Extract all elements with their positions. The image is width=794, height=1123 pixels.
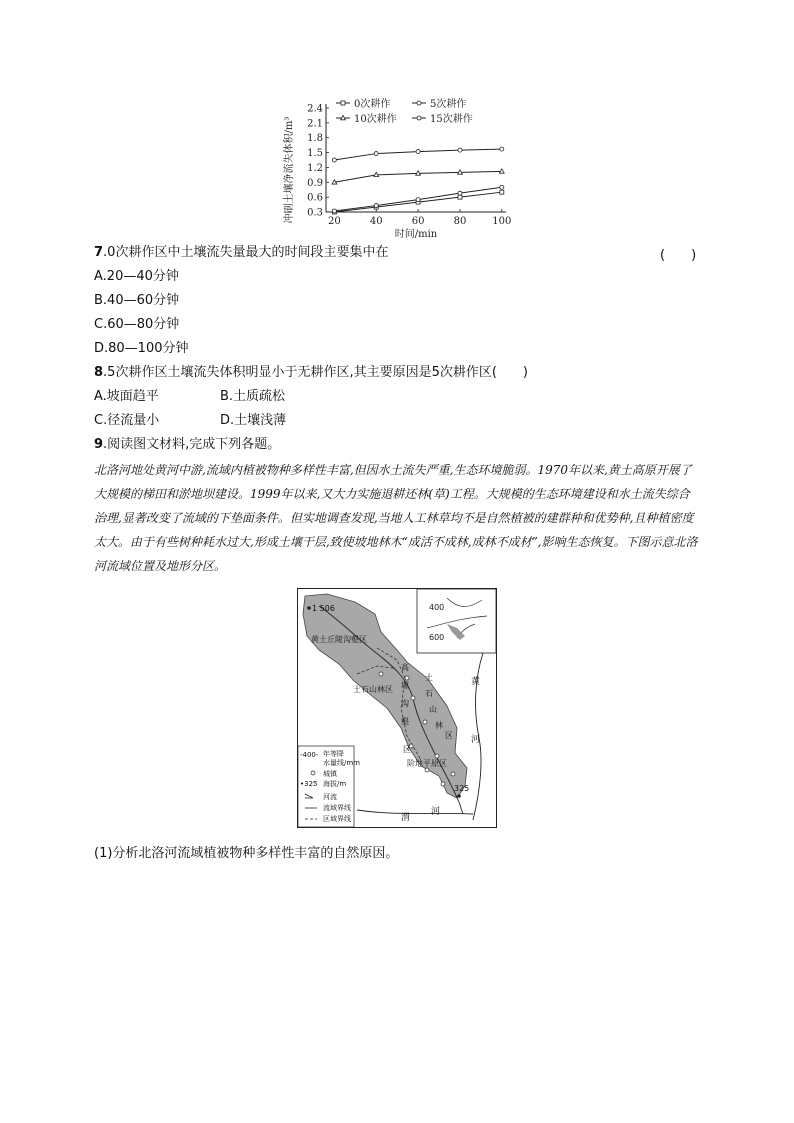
region-plateau-char1: 高 (401, 663, 409, 672)
question-7-option-c[interactable]: C.60—80分钟 (94, 317, 180, 332)
y-tick-label: 2.1 (307, 118, 323, 130)
data-point-circle (417, 116, 421, 120)
data-point-circle (416, 198, 420, 202)
question-8-option-b[interactable]: B.土质疏松 (220, 389, 286, 404)
legend-basin-label: 流域界线 (323, 804, 351, 812)
x-tick-label: 60 (411, 216, 425, 227)
region-rocky2-char5: 区 (445, 731, 453, 740)
region-plateau-char3: 沟 (401, 699, 409, 708)
x-tick-label: 80 (453, 216, 467, 227)
legend-zone-label: 区域界线 (323, 815, 351, 823)
map-svg (297, 588, 497, 828)
region-rocky2-char3: 山 (429, 705, 437, 714)
data-point-circle (332, 209, 336, 213)
data-point-circle (416, 150, 420, 154)
data-point-circle (332, 158, 336, 162)
question-9-subquestion-1: (1)分析北洛河流域植被物种多样性丰富的自然原因。 (94, 846, 399, 861)
y-tick-label: 1.2 (307, 162, 323, 174)
region-rocky2-char4: 林 (435, 721, 443, 730)
data-point-circle (500, 147, 504, 151)
question-8-number: 8 (94, 365, 104, 380)
question-8 (94, 364, 528, 382)
legend-elevation-label: 海拔/m (323, 780, 347, 788)
question-7-option-b[interactable]: B.40—60分钟 (94, 293, 180, 308)
y-axis-label: 冲刷土壤净流失体积/m³ (284, 116, 295, 224)
legend-isohyet-label1: 年等降 (323, 750, 344, 758)
region-terrace-plain: 阶地平原区 (407, 759, 447, 768)
region-plateau-char4: 壑 (401, 717, 409, 726)
question-9-number: 9 (94, 437, 104, 452)
region-loess-hills: 黄土丘陵沟壑区 (311, 635, 367, 644)
data-point-square (458, 195, 462, 199)
legend-label: 5次耕作 (430, 99, 467, 110)
y-tick-label: 0.3 (307, 207, 323, 219)
legend-label: 10次耕作 (354, 114, 397, 125)
elevation-top-label: 1 506 (312, 604, 335, 613)
legend-river-label: 河流 (323, 793, 337, 801)
question-7-option-d[interactable]: D.80—100分钟 (94, 341, 189, 356)
question-7-text: .0次耕作区中土壤流失量最大的时间段主要集中在 (103, 245, 389, 260)
question-8-option-a[interactable]: A.坡面趋平 (94, 389, 159, 404)
data-point-circle (374, 152, 378, 156)
region-plateau-char5: 区 (403, 745, 411, 754)
legend-town-icon (311, 771, 315, 775)
region-rocky2-char2: 石 (425, 689, 433, 698)
x-tick-label: 20 (328, 216, 341, 227)
data-point-square (341, 101, 345, 105)
elevation-bottom-label: 325 (454, 784, 470, 793)
soil-loss-chart (280, 92, 520, 242)
data-point-circle (458, 148, 462, 152)
legend-label: 0次耕作 (354, 99, 391, 110)
question-7 (94, 244, 388, 262)
question-8-option-d[interactable]: D.土壤浅薄 (220, 413, 287, 428)
y-tick-label: 0.6 (307, 192, 323, 204)
material-paragraph: 北洛河地处黄河中游,流域内植被物种多样性丰富,但因水土流失严重,生态环境脆弱。1970年以来,黄土高原开展了大规模的梯田和淤地坝建设。1999年以来,又大力实施退耕还林(草)工程。大规模的生态环境建设和水土流失综合治理,显著改变了流域的下垫面条件。但实地调查发现,当地人工林草均不是自然植被的建群种和优势种,且种植密度太大。由于有些树种耗水过大,形成土壤干层,致使坡地林木“成活不成林,成林不成材”,影响生态恢复。下图示意北洛河流域位置及地形分区。 (94, 463, 698, 573)
question-9-text: .阅读图文材料,完成下列各题。 (103, 437, 281, 452)
y-tick-label: 1.5 (307, 148, 323, 160)
map-legend (298, 746, 360, 827)
region-rocky-forest: 土石山林区 (353, 685, 393, 694)
region-plateau-char2: 塬 (401, 681, 409, 690)
legend-isohyet-value: -400- (300, 751, 319, 759)
region-rocky2-char1: 土 (425, 673, 433, 682)
inset-label-600: 600 (429, 633, 445, 642)
elevation-point-top (307, 606, 311, 610)
data-point-circle (458, 191, 462, 195)
legend-elevation-value: •325 (300, 780, 318, 788)
x-tick-label: 100 (492, 216, 512, 227)
question-8-text: .5次耕作区土壤流失体积明显小于无耕作区,其主要原因是5次耕作区( ) (103, 365, 528, 380)
chart-svg (280, 92, 520, 242)
wei-river-label-2: 河 (431, 807, 441, 817)
question-7-answer-paren: ( ) (660, 248, 697, 263)
y-tick-label: 2.4 (307, 103, 323, 115)
data-point-circle (374, 204, 378, 208)
elevation-point-bottom (457, 794, 461, 798)
data-point-circle (417, 101, 421, 105)
legend-isohyet-label2: 水量线/mm (323, 759, 360, 767)
question-7-number: 7 (94, 245, 104, 260)
beiluo-river-map (297, 588, 497, 828)
data-point-circle (500, 185, 504, 189)
inset-label-400: 400 (429, 603, 445, 612)
y-tick-label: 0.9 (307, 177, 323, 189)
question-8-option-c[interactable]: C.径流量小 (94, 413, 160, 428)
x-axis-label: 时间/min (394, 229, 438, 240)
yellow-river-label-1: 黄 (471, 677, 481, 687)
data-point-square (500, 190, 504, 194)
x-tick-label: 40 (369, 216, 383, 227)
question-9 (94, 436, 280, 454)
wei-river-label-1: 渭 (401, 813, 411, 823)
question-7-option-a[interactable]: A.20—40分钟 (94, 269, 179, 284)
legend-label: 15次耕作 (430, 114, 473, 125)
yellow-river-label-2: 河 (471, 735, 481, 745)
y-tick-label: 1.8 (307, 133, 323, 145)
legend-town-label: 城镇 (323, 770, 337, 778)
